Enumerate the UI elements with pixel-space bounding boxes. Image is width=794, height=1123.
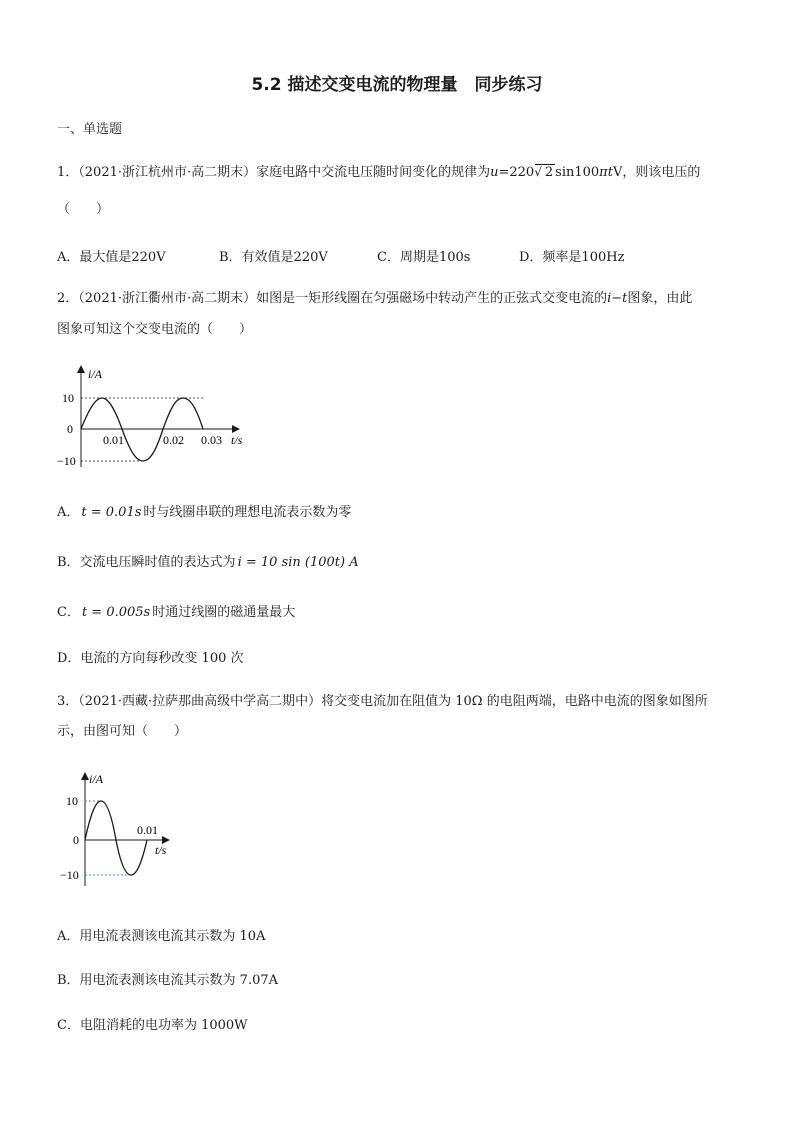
question-2-graph [55, 362, 265, 477]
y-tick-top: 10 [66, 794, 78, 808]
q2-option-b[interactable]: B．交流电压瞬时值的表达式为 i = 10 sin (100t) A [57, 555, 359, 570]
q3-option-c[interactable]: C．电阻消耗的电功率为 1000W [57, 1018, 248, 1033]
question-2-text: 2．（2021·浙江衢州市·高二期末）如图是一矩形线圈在匀强磁场中转动产生的正弦式交变电流的 [57, 291, 608, 306]
question-2-line-2: 图象可知这个交变电流的（ ） [57, 322, 253, 337]
question-1-text: 1．（2021·浙江杭州市·高二期末）家庭电路中交流电压随时间变化的规律为 [57, 165, 491, 180]
question-1-text-end: ，则该电压的 [622, 165, 701, 180]
pi-symbol: π [599, 165, 608, 180]
i-t-symbol: i−t [607, 291, 628, 306]
sqrt-symbol: √ 2 [534, 165, 554, 180]
question-2-text-end: 图象，由此 [627, 291, 693, 306]
option-c-math: t = 0.005s [81, 605, 151, 620]
y-tick-bottom: −10 [57, 454, 76, 468]
y-tick-zero: 0 [73, 833, 79, 847]
question-1-line-1 [57, 164, 700, 182]
q2-option-d[interactable]: D．电流的方向每秒改变 100 次 [57, 651, 244, 666]
sine-curve [85, 801, 147, 875]
x-tick-2: 0.02 [163, 433, 184, 447]
x-tick-3: 0.03 [201, 433, 222, 447]
page-title: 5.2 描述交变电流的物理量 同步练习 [251, 75, 543, 95]
option-a-math: t = 0.01s [81, 505, 142, 520]
y-tick-top: 10 [62, 391, 74, 405]
question-1-paren: （ ） [57, 202, 110, 217]
option-a[interactable]: A．最大值是220V [57, 250, 166, 265]
q3-option-a[interactable]: A．用电流表测该电流其示数为 10A [57, 929, 266, 944]
equation-part: =220 [498, 165, 535, 180]
q2-option-c[interactable]: C． t = 0.005s 时通过线圈的磁通量最大 [57, 605, 296, 620]
unit-symbol: V [612, 165, 623, 180]
x-tick-1: 0.01 [137, 823, 158, 837]
question-3-line-1: 3．（2021·西藏·拉萨那曲高级中学高二期中）将交变电流加在阻值为 10Ω 的电阻两端，电路中电流的图象如图所 [57, 694, 708, 709]
x-axis-label: t/s [155, 843, 167, 857]
question-3-graph [55, 768, 185, 893]
question-3-line-2: 示，由图可知（ ） [57, 724, 188, 739]
option-d[interactable]: D．频率是100Hz [519, 250, 625, 265]
voltage-symbol: u [490, 165, 499, 180]
time-symbol: t [607, 165, 613, 180]
option-c[interactable]: C．周期是100s [377, 250, 471, 265]
option-b-math: i = 10 sin (100t) A [237, 555, 359, 570]
q3-option-b[interactable]: B．用电流表测该电流其示数为 7.07A [57, 973, 279, 988]
question-2-line-1 [57, 290, 692, 308]
equation-sin: sin100 [555, 165, 600, 180]
q2-option-a[interactable]: A． t = 0.01s 时与线圈串联的理想电流表示数为零 [57, 505, 352, 520]
y-axis-label: i/A [88, 367, 102, 381]
y-axis-label: i/A [89, 772, 103, 786]
y-tick-zero: 0 [67, 422, 73, 436]
option-b[interactable]: B．有效值是220V [219, 250, 328, 265]
y-tick-bottom: −10 [60, 868, 79, 882]
question-1-options [57, 246, 624, 265]
x-tick-1: 0.01 [103, 433, 124, 447]
x-axis-label: t/s [231, 433, 243, 447]
section-heading: 一、单选题 [57, 122, 123, 137]
